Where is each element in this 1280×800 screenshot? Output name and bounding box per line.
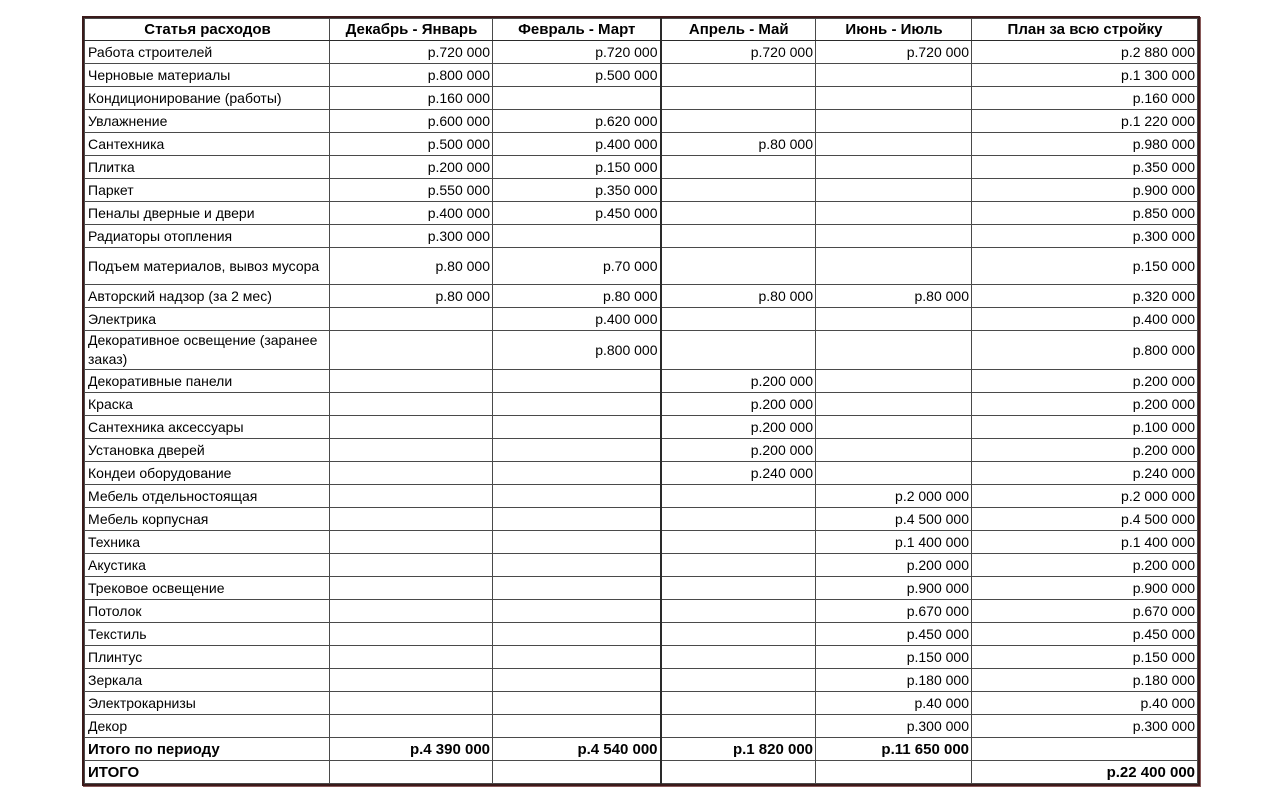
cell-apr-may[interactable]: р.200 000 (661, 416, 816, 439)
cell-plan-total[interactable] (972, 738, 1198, 761)
cell-plan-total[interactable]: р.800 000 (972, 331, 1198, 370)
cell-apr-may[interactable] (661, 110, 816, 133)
cell-plan-total[interactable]: р.980 000 (972, 133, 1198, 156)
cell-dec-jan[interactable] (330, 669, 493, 692)
cell-feb-mar[interactable] (493, 462, 661, 485)
cell-jun-jul[interactable]: р.4 500 000 (816, 508, 972, 531)
cell-feb-mar[interactable] (493, 225, 661, 248)
table-row (85, 416, 1198, 439)
expense-item-cell[interactable]: Мебель корпусная (85, 508, 330, 531)
cell-feb-mar[interactable] (493, 761, 661, 784)
cell-jun-jul[interactable]: р.900 000 (816, 577, 972, 600)
cell-feb-mar[interactable] (493, 393, 661, 416)
cell-feb-mar[interactable] (493, 416, 661, 439)
expense-item-cell[interactable]: Подъем материалов, вывоз мусора (85, 248, 330, 285)
cell-apr-may[interactable] (661, 646, 816, 669)
table-row (85, 285, 1198, 308)
cell-jun-jul[interactable] (816, 308, 972, 331)
cell-dec-jan[interactable] (330, 531, 493, 554)
cell-feb-mar[interactable]: р.400 000 (493, 133, 661, 156)
cell-feb-mar[interactable]: р.150 000 (493, 156, 661, 179)
cell-plan-total[interactable]: р.670 000 (972, 600, 1198, 623)
cell-plan-total[interactable]: р.240 000 (972, 462, 1198, 485)
expense-item-cell[interactable]: Техника (85, 531, 330, 554)
cell-jun-jul[interactable] (816, 179, 972, 202)
cell-feb-mar[interactable]: р.350 000 (493, 179, 661, 202)
cell-dec-jan[interactable] (330, 485, 493, 508)
cell-jun-jul[interactable]: р.80 000 (816, 285, 972, 308)
cell-feb-mar[interactable] (493, 669, 661, 692)
expense-item-cell[interactable]: Плитка (85, 156, 330, 179)
cell-plan-total[interactable]: р.2 000 000 (972, 485, 1198, 508)
period-total-label[interactable]: Итого по периоду (85, 738, 330, 761)
cell-jun-jul[interactable]: р.450 000 (816, 623, 972, 646)
header-item: Статья расходов (85, 19, 330, 41)
cell-apr-may[interactable] (661, 202, 816, 225)
table-row (85, 225, 1198, 248)
cell-jun-jul[interactable] (816, 370, 972, 393)
budget-table-container (82, 16, 1200, 786)
cell-dec-jan[interactable]: р.160 000 (330, 87, 493, 110)
cell-apr-may[interactable] (661, 156, 816, 179)
table-row (85, 485, 1198, 508)
table-row (85, 715, 1198, 738)
cell-feb-mar[interactable] (493, 600, 661, 623)
expense-item-cell[interactable]: Работа строителей (85, 41, 330, 64)
cell-dec-jan[interactable]: р.720 000 (330, 41, 493, 64)
cell-feb-mar[interactable] (493, 370, 661, 393)
cell-plan-total[interactable]: р.1 220 000 (972, 110, 1198, 133)
expense-item-cell[interactable]: Плинтус (85, 646, 330, 669)
cell-plan-total[interactable]: р.150 000 (972, 646, 1198, 669)
cell-feb-mar[interactable] (493, 692, 661, 715)
table-row (85, 646, 1198, 669)
cell-plan-total[interactable]: р.180 000 (972, 669, 1198, 692)
cell-dec-jan[interactable]: р.200 000 (330, 156, 493, 179)
cell-apr-may[interactable] (661, 761, 816, 784)
cell-dec-jan[interactable] (330, 439, 493, 462)
expense-item-cell[interactable]: Радиаторы отопления (85, 225, 330, 248)
cell-dec-jan[interactable] (330, 393, 493, 416)
cell-apr-may[interactable] (661, 225, 816, 248)
cell-feb-mar[interactable] (493, 531, 661, 554)
cell-dec-jan[interactable] (330, 646, 493, 669)
cell-apr-may[interactable] (661, 531, 816, 554)
cell-dec-jan[interactable] (330, 623, 493, 646)
cell-jun-jul[interactable] (816, 156, 972, 179)
cell-dec-jan[interactable] (330, 692, 493, 715)
cell-jun-jul[interactable]: р.11 650 000 (816, 738, 972, 761)
cell-feb-mar[interactable]: р.500 000 (493, 64, 661, 87)
cell-jun-jul[interactable] (816, 64, 972, 87)
cell-apr-may[interactable] (661, 87, 816, 110)
cell-dec-jan[interactable]: р.550 000 (330, 179, 493, 202)
cell-jun-jul[interactable] (816, 87, 972, 110)
cell-apr-may[interactable] (661, 308, 816, 331)
cell-dec-jan[interactable] (330, 370, 493, 393)
cell-plan-total[interactable]: р.900 000 (972, 179, 1198, 202)
cell-jun-jul[interactable] (816, 133, 972, 156)
cell-apr-may[interactable] (661, 669, 816, 692)
cell-apr-may[interactable]: р.200 000 (661, 439, 816, 462)
table-row (85, 508, 1198, 531)
table-row (85, 179, 1198, 202)
expense-item-cell[interactable]: Потолок (85, 600, 330, 623)
cell-feb-mar[interactable] (493, 508, 661, 531)
cell-apr-may[interactable]: р.80 000 (661, 133, 816, 156)
cell-apr-may[interactable]: р.80 000 (661, 285, 816, 308)
cell-apr-may[interactable]: р.1 820 000 (661, 738, 816, 761)
expense-item-cell[interactable]: Декор (85, 715, 330, 738)
cell-plan-total[interactable]: р.850 000 (972, 202, 1198, 225)
table-row (85, 370, 1198, 393)
cell-apr-may[interactable] (661, 623, 816, 646)
cell-plan-total[interactable]: р.4 500 000 (972, 508, 1198, 531)
cell-plan-total[interactable]: р.22 400 000 (972, 761, 1198, 784)
cell-apr-may[interactable] (661, 692, 816, 715)
cell-dec-jan[interactable] (330, 577, 493, 600)
expense-item-cell[interactable]: Паркет (85, 179, 330, 202)
cell-apr-may[interactable] (661, 715, 816, 738)
expense-item-cell[interactable]: Акустика (85, 554, 330, 577)
cell-plan-total[interactable]: р.300 000 (972, 715, 1198, 738)
cell-dec-jan[interactable] (330, 715, 493, 738)
cell-apr-may[interactable]: р.200 000 (661, 370, 816, 393)
cell-dec-jan[interactable] (330, 761, 493, 784)
cell-apr-may[interactable] (661, 600, 816, 623)
cell-plan-total[interactable]: р.400 000 (972, 308, 1198, 331)
cell-feb-mar[interactable] (493, 623, 661, 646)
header-dec-jan: Декабрь - Январь (330, 19, 493, 41)
table-row (85, 331, 1198, 370)
table-row (85, 531, 1198, 554)
cell-plan-total[interactable]: р.100 000 (972, 416, 1198, 439)
cell-dec-jan[interactable]: р.500 000 (330, 133, 493, 156)
period-total-row (85, 738, 1198, 761)
cell-jun-jul[interactable] (816, 416, 972, 439)
cell-dec-jan[interactable]: р.80 000 (330, 285, 493, 308)
table-row (85, 554, 1198, 577)
grand-total-label[interactable]: ИТОГО (85, 761, 330, 784)
header-jun-jul: Июнь - Июль (816, 19, 972, 41)
cell-plan-total[interactable]: р.200 000 (972, 393, 1198, 416)
cell-dec-jan[interactable] (330, 308, 493, 331)
cell-jun-jul[interactable] (816, 439, 972, 462)
cell-jun-jul[interactable] (816, 393, 972, 416)
cell-apr-may[interactable] (661, 485, 816, 508)
cell-feb-mar[interactable] (493, 87, 661, 110)
cell-jun-jul[interactable]: р.40 000 (816, 692, 972, 715)
cell-dec-jan[interactable] (330, 600, 493, 623)
table-row (85, 110, 1198, 133)
expense-item-cell[interactable]: Сантехника аксессуары (85, 416, 330, 439)
cell-feb-mar[interactable]: р.4 540 000 (493, 738, 661, 761)
expense-item-cell[interactable]: Увлажнение (85, 110, 330, 133)
cell-feb-mar[interactable] (493, 577, 661, 600)
expense-item-cell[interactable]: Пеналы дверные и двери (85, 202, 330, 225)
cell-apr-may[interactable] (661, 248, 816, 285)
cell-jun-jul[interactable] (816, 225, 972, 248)
cell-apr-may[interactable] (661, 554, 816, 577)
expense-item-cell[interactable]: Черновые материалы (85, 64, 330, 87)
header-plan-total: План за всю стройку (972, 19, 1198, 41)
cell-dec-jan[interactable] (330, 331, 493, 370)
cell-apr-may[interactable] (661, 179, 816, 202)
table-row (85, 202, 1198, 225)
table-body (85, 41, 1198, 784)
table-row (85, 462, 1198, 485)
expense-item-cell[interactable]: Краска (85, 393, 330, 416)
expense-item-cell[interactable]: Зеркала (85, 669, 330, 692)
cell-dec-jan[interactable]: р.4 390 000 (330, 738, 493, 761)
cell-jun-jul[interactable]: р.1 400 000 (816, 531, 972, 554)
cell-apr-may[interactable] (661, 508, 816, 531)
cell-plan-total[interactable]: р.900 000 (972, 577, 1198, 600)
cell-plan-total[interactable]: р.1 300 000 (972, 64, 1198, 87)
table-row (85, 308, 1198, 331)
cell-jun-jul[interactable] (816, 202, 972, 225)
cell-jun-jul[interactable]: р.720 000 (816, 41, 972, 64)
cell-plan-total[interactable]: р.350 000 (972, 156, 1198, 179)
cell-jun-jul[interactable]: р.150 000 (816, 646, 972, 669)
expense-item-cell[interactable]: Авторский надзор (за 2 мес) (85, 285, 330, 308)
cell-feb-mar[interactable]: р.720 000 (493, 41, 661, 64)
header-apr-may: Апрель - Май (661, 19, 816, 41)
table-row (85, 577, 1198, 600)
grand-total-row (85, 761, 1198, 784)
cell-plan-total[interactable]: р.1 400 000 (972, 531, 1198, 554)
cell-jun-jul[interactable]: р.2 000 000 (816, 485, 972, 508)
cell-dec-jan[interactable] (330, 554, 493, 577)
cell-dec-jan[interactable]: р.300 000 (330, 225, 493, 248)
table-row (85, 623, 1198, 646)
budget-table (84, 18, 1198, 784)
cell-jun-jul[interactable]: р.180 000 (816, 669, 972, 692)
cell-dec-jan[interactable]: р.400 000 (330, 202, 493, 225)
cell-plan-total[interactable]: р.40 000 (972, 692, 1198, 715)
table-row (85, 393, 1198, 416)
cell-jun-jul[interactable]: р.670 000 (816, 600, 972, 623)
expense-item-cell[interactable]: Текстиль (85, 623, 330, 646)
cell-plan-total[interactable]: р.200 000 (972, 439, 1198, 462)
table-row (85, 87, 1198, 110)
table-row (85, 439, 1198, 462)
expense-item-cell[interactable]: Трековое освещение (85, 577, 330, 600)
cell-plan-total[interactable]: р.200 000 (972, 370, 1198, 393)
cell-apr-may[interactable] (661, 331, 816, 370)
cell-plan-total[interactable]: р.320 000 (972, 285, 1198, 308)
cell-feb-mar[interactable] (493, 485, 661, 508)
cell-apr-may[interactable]: р.240 000 (661, 462, 816, 485)
table-row (85, 692, 1198, 715)
table-row (85, 41, 1198, 64)
cell-jun-jul[interactable]: р.300 000 (816, 715, 972, 738)
cell-plan-total[interactable]: р.150 000 (972, 248, 1198, 285)
expense-item-cell[interactable]: Декоративное освещение (заранее заказ) (85, 331, 330, 370)
cell-plan-total[interactable]: р.2 880 000 (972, 41, 1198, 64)
table-row (85, 133, 1198, 156)
cell-feb-mar[interactable]: р.400 000 (493, 308, 661, 331)
cell-feb-mar[interactable]: р.80 000 (493, 285, 661, 308)
expense-item-cell[interactable]: Сантехника (85, 133, 330, 156)
cell-feb-mar[interactable] (493, 554, 661, 577)
cell-dec-jan[interactable]: р.800 000 (330, 64, 493, 87)
cell-dec-jan[interactable] (330, 508, 493, 531)
cell-feb-mar[interactable]: р.70 000 (493, 248, 661, 285)
expense-item-cell[interactable]: Кондиционирование (работы) (85, 87, 330, 110)
cell-jun-jul[interactable]: р.200 000 (816, 554, 972, 577)
cell-jun-jul[interactable] (816, 110, 972, 133)
header-feb-mar: Февраль - Март (493, 19, 661, 41)
cell-jun-jul[interactable] (816, 462, 972, 485)
cell-dec-jan[interactable] (330, 462, 493, 485)
expense-item-cell[interactable]: Электрика (85, 308, 330, 331)
cell-apr-may[interactable] (661, 577, 816, 600)
cell-feb-mar[interactable]: р.620 000 (493, 110, 661, 133)
table-row (85, 600, 1198, 623)
cell-dec-jan[interactable] (330, 416, 493, 439)
cell-plan-total[interactable]: р.300 000 (972, 225, 1198, 248)
cell-feb-mar[interactable] (493, 715, 661, 738)
expense-item-cell[interactable]: Кондеи оборудование (85, 462, 330, 485)
table-row (85, 156, 1198, 179)
expense-item-cell[interactable]: Декоративные панели (85, 370, 330, 393)
table-row (85, 64, 1198, 87)
expense-item-cell[interactable]: Установка дверей (85, 439, 330, 462)
expense-item-cell[interactable]: Мебель отдельностоящая (85, 485, 330, 508)
cell-dec-jan[interactable]: р.600 000 (330, 110, 493, 133)
cell-feb-mar[interactable]: р.450 000 (493, 202, 661, 225)
cell-apr-may[interactable] (661, 64, 816, 87)
cell-plan-total[interactable]: р.200 000 (972, 554, 1198, 577)
cell-feb-mar[interactable]: р.800 000 (493, 331, 661, 370)
cell-jun-jul[interactable] (816, 248, 972, 285)
expense-item-cell[interactable]: Электрокарнизы (85, 692, 330, 715)
cell-plan-total[interactable]: р.160 000 (972, 87, 1198, 110)
cell-dec-jan[interactable]: р.80 000 (330, 248, 493, 285)
table-row (85, 669, 1198, 692)
header-row (85, 19, 1198, 41)
table-row (85, 248, 1198, 285)
cell-plan-total[interactable]: р.450 000 (972, 623, 1198, 646)
cell-feb-mar[interactable] (493, 439, 661, 462)
cell-jun-jul[interactable] (816, 331, 972, 370)
cell-feb-mar[interactable] (493, 646, 661, 669)
cell-jun-jul[interactable] (816, 761, 972, 784)
cell-apr-may[interactable]: р.720 000 (661, 41, 816, 64)
cell-apr-may[interactable]: р.200 000 (661, 393, 816, 416)
